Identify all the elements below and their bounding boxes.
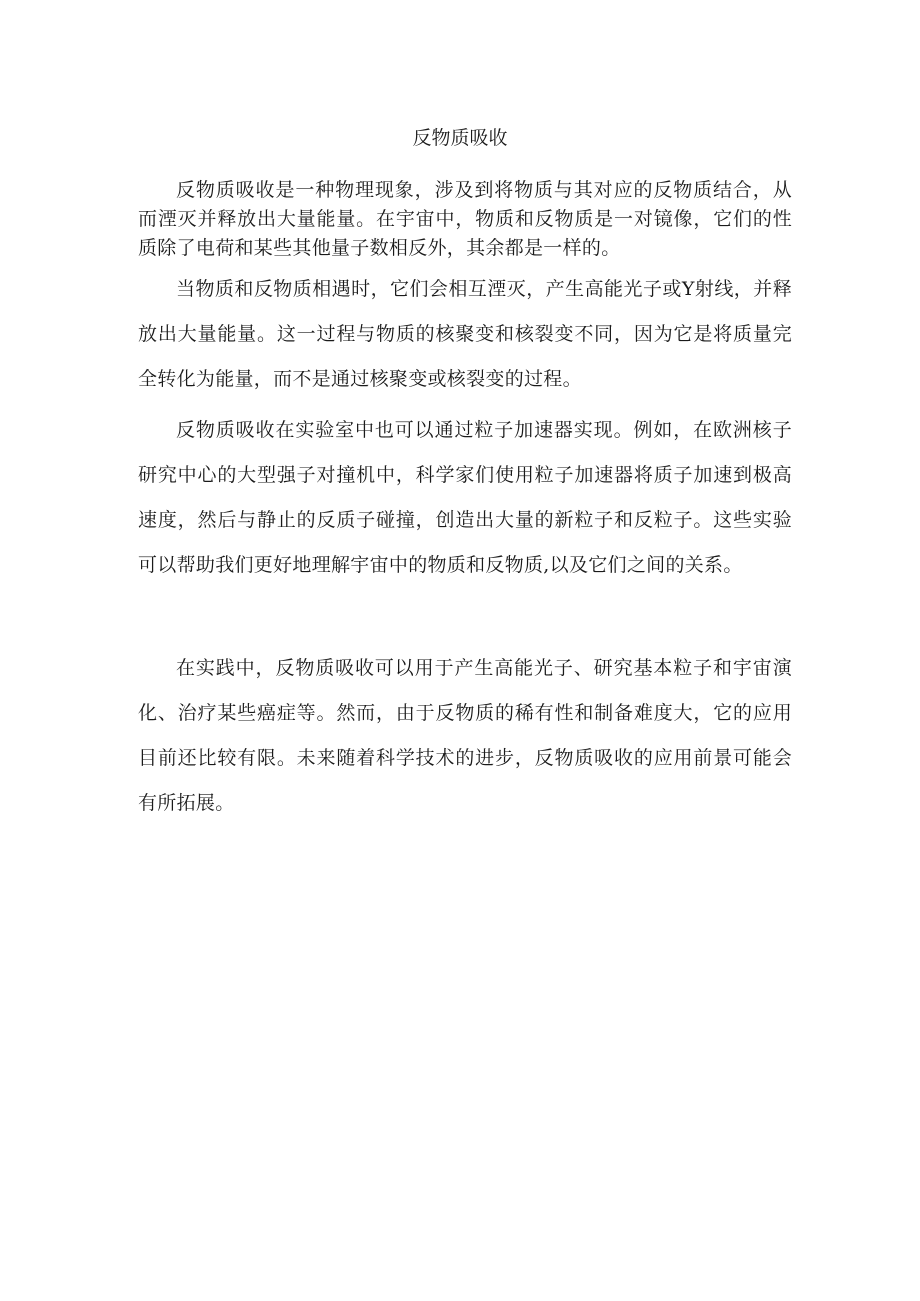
- paragraph-2: 当物质和反物质相遇时，它们会相互湮灭，产生高能光子或Y射线，并释放出大量能量。这一过程与物质的核聚变和核裂变不同，因为它是将质量完全转化为能量，而不是通过核聚变或核裂变的过程。: [138, 278, 792, 390]
- paragraph-4: 在实践中，反物质吸收可以用于产生高能光子、研究基本粒子和宇宙演化、治疗某些癌症等。然而，由于反物质的稀有性和制备难度大，它的应用目前还比较有限。未来随着科学技术的进步，反物质吸收的应用前景可能会有所拓展。: [138, 657, 792, 814]
- document-title: 反物质吸收: [412, 127, 508, 149]
- paragraph-3: 反物质吸收在实验室中也可以通过粒子加速器实现。例如，在欧洲核子研究中心的大型强子对撞机中，科学家们使用粒子加速器将质子加速到极高速度，然后与静止的反质子碰撞，创造出大量的新粒子和反粒子。这些实验可以帮助我们更好地理解宇宙中的物质和反物质,以及它们之间的关系。: [138, 419, 792, 576]
- paragraph-1: 反物质吸收是一种物理现象，涉及到将物质与其对应的反物质结合，从而湮灭并释放出大量能量。在宇宙中，物质和反物质是一对镜像，它们的性质除了电荷和某些其他量子数相反外，其余都是一样的。: [138, 179, 792, 259]
